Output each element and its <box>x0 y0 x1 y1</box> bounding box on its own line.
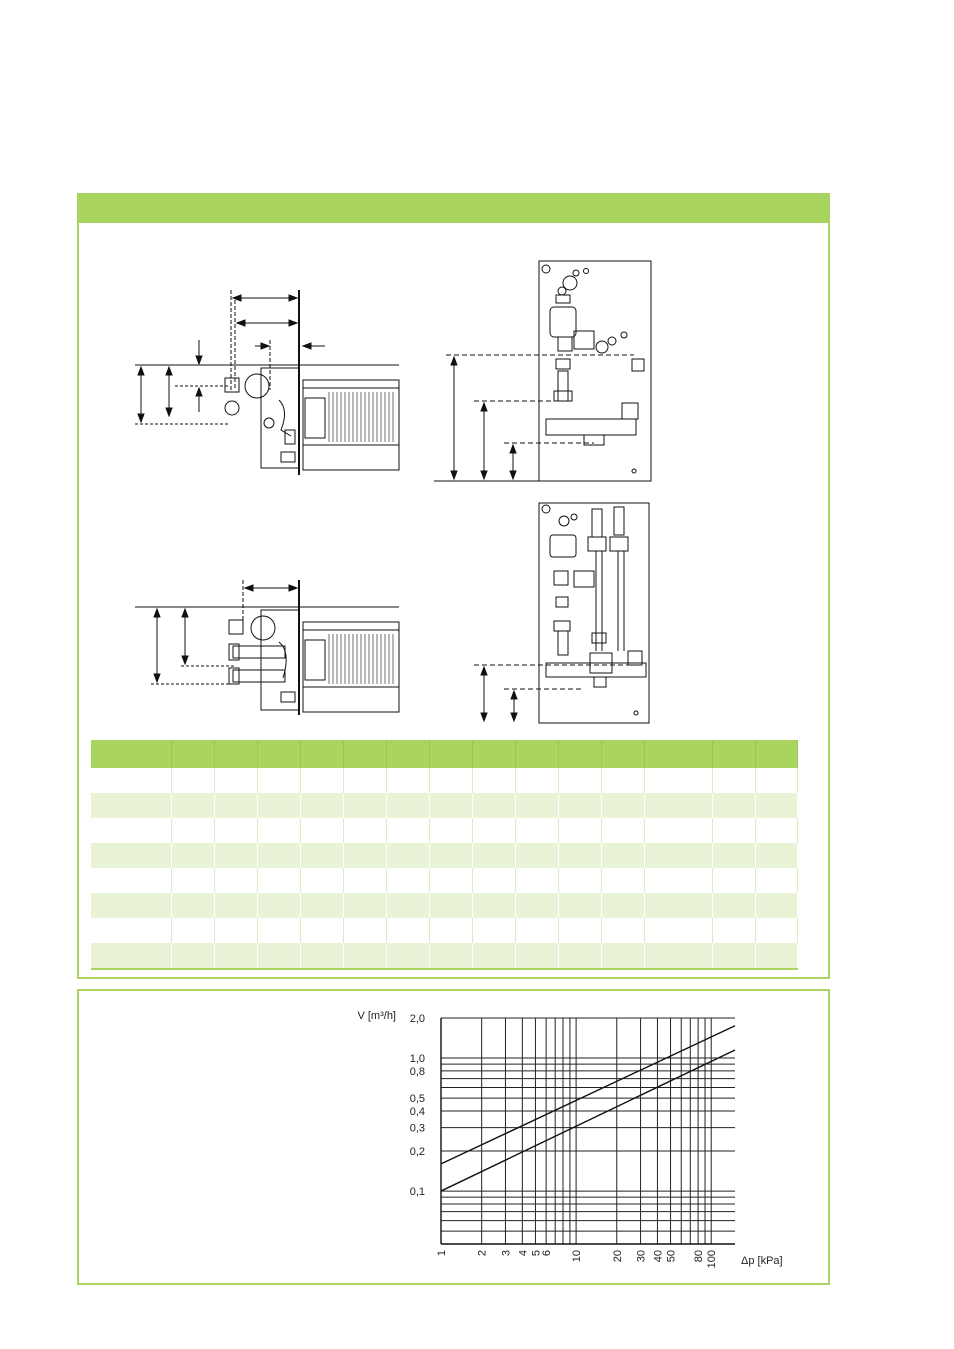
y-tick-label: 0,5 <box>409 1093 425 1106</box>
x-tick-label: 6 <box>541 1250 554 1257</box>
y-tick-label: 1,0 <box>409 1053 425 1066</box>
table-row <box>91 843 797 868</box>
x-tick-label: 4 <box>517 1250 530 1257</box>
x-tick-label: 40 <box>652 1250 665 1263</box>
x-tick-label: 30 <box>635 1250 648 1263</box>
table-row <box>91 943 797 969</box>
x-tick-label: 3 <box>500 1250 513 1257</box>
y-tick-label: 2,0 <box>409 1013 425 1025</box>
y-tick-label: 0,1 <box>409 1186 425 1199</box>
side-view-drawing-1 <box>129 280 409 480</box>
x-tick-label: 50 <box>665 1250 678 1263</box>
x-tick-label: 5 <box>530 1250 543 1257</box>
table-row <box>91 768 797 793</box>
table-row <box>91 868 797 893</box>
series-line-1 <box>441 1026 735 1164</box>
front-view-drawing-1 <box>434 259 674 484</box>
x-axis-label: Δp [kPa] <box>741 1255 783 1267</box>
table-header-row <box>91 740 797 768</box>
flow-pressure-chart <box>79 991 828 1283</box>
table-row <box>91 818 797 843</box>
y-tick-label: 0,3 <box>409 1122 425 1135</box>
specification-table <box>91 740 798 970</box>
table-row <box>91 918 797 943</box>
chart-grid <box>441 1018 735 1244</box>
front-view-drawing-2 <box>464 501 664 727</box>
x-tick-label: 80 <box>693 1250 706 1263</box>
panel-header-band <box>79 195 828 223</box>
y-axis-label: V [m³/h] <box>357 1010 396 1022</box>
x-tick-label: 2 <box>476 1250 489 1257</box>
x-tick-label: 100 <box>706 1250 719 1269</box>
installation-panel <box>77 193 830 979</box>
x-tick-label: 20 <box>611 1250 624 1263</box>
table-row <box>91 893 797 918</box>
side-view-drawing-2 <box>129 570 409 730</box>
y-tick-label: 0,8 <box>409 1065 425 1078</box>
x-tick-label: 1 <box>436 1250 448 1257</box>
y-tick-label: 0,2 <box>409 1146 425 1159</box>
flow-chart-panel <box>77 989 830 1285</box>
x-tick-label: 10 <box>571 1250 584 1263</box>
table-row <box>91 793 797 818</box>
y-tick-label: 0,4 <box>409 1105 425 1118</box>
